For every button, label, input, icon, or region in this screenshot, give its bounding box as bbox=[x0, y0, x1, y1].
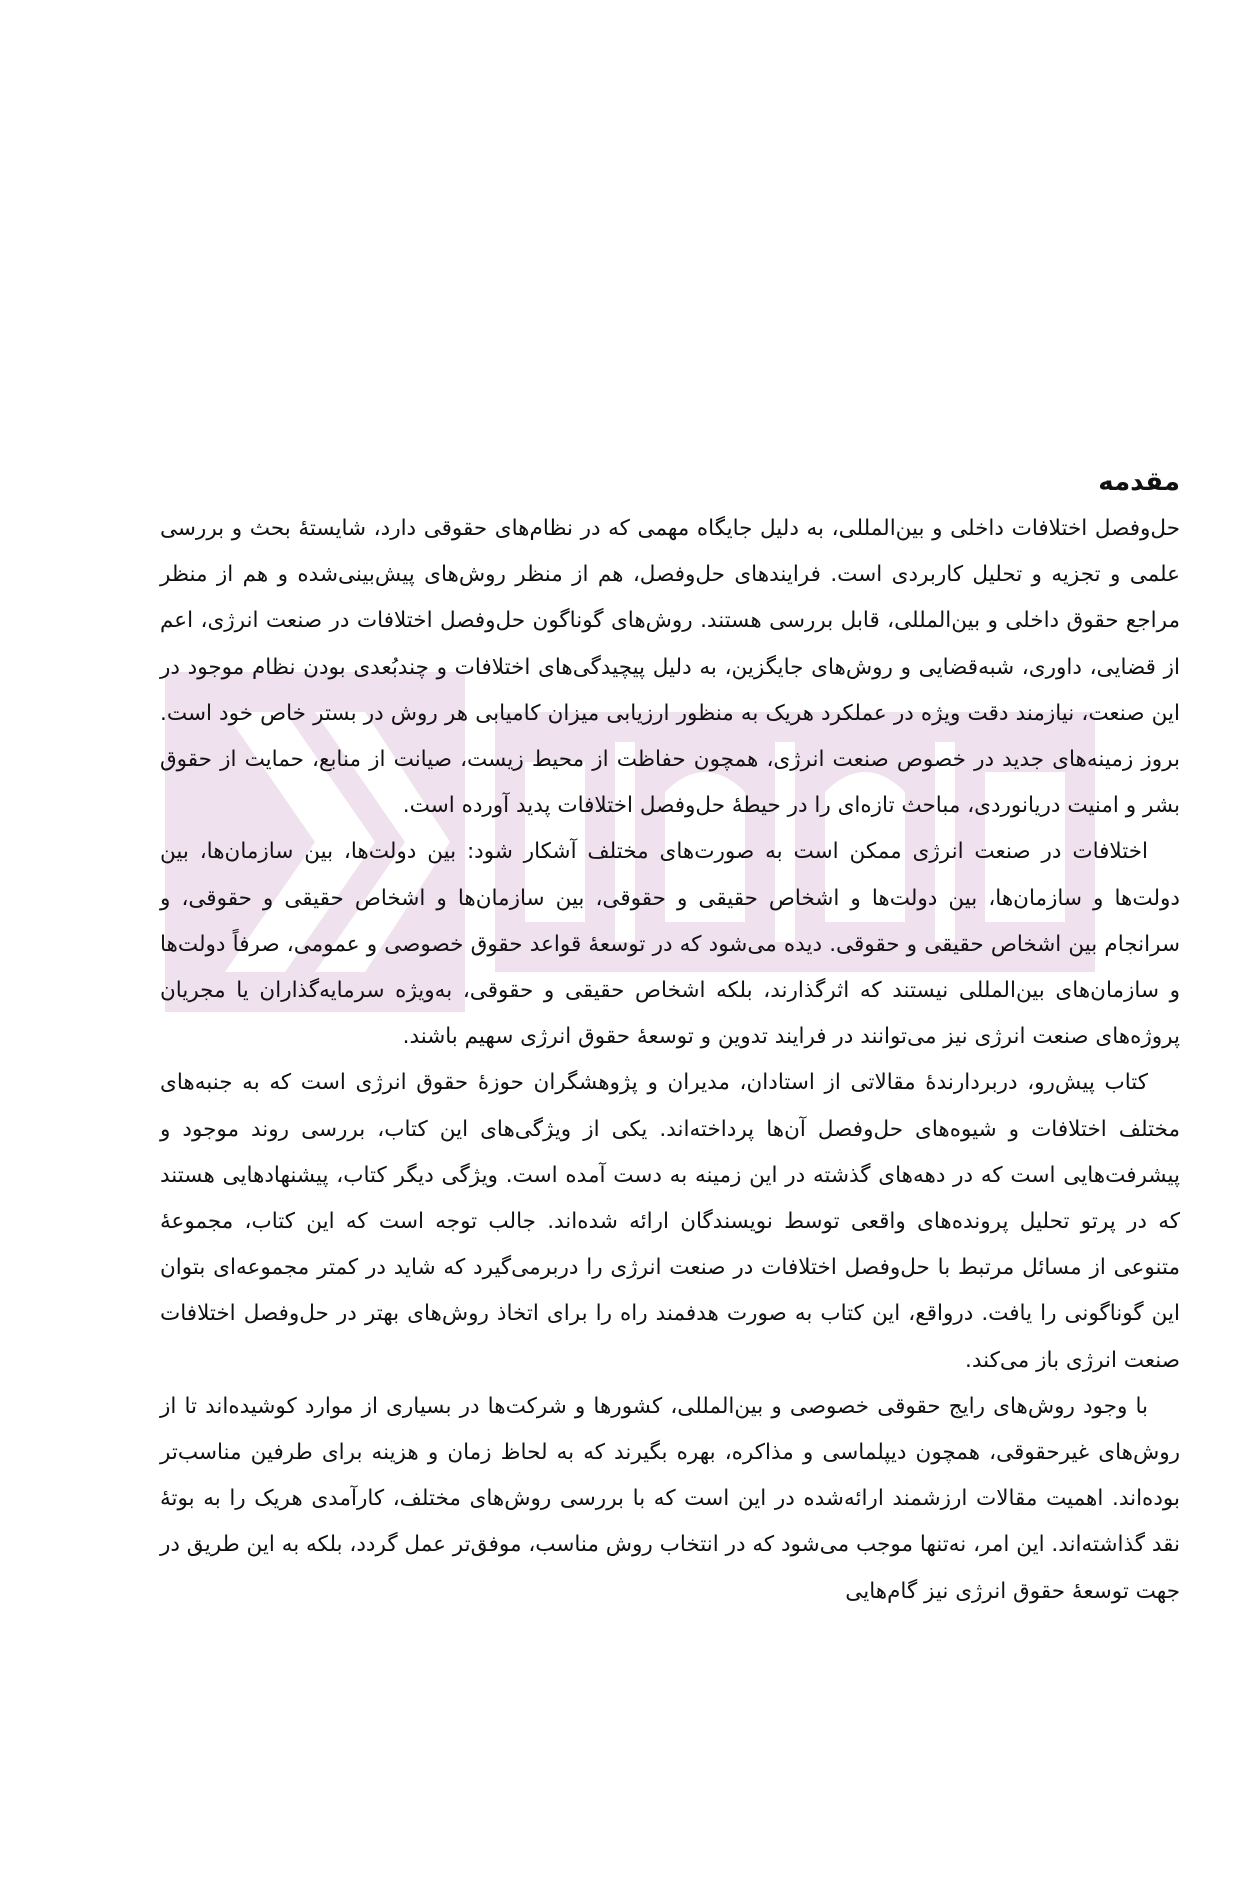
document-page bbox=[160, 462, 1180, 1615]
paragraph: اختلافات در صنعت انرژی ممکن است به صورت‌های مختلف آشکار شود: بین دولت‌ها، بین سازمان‌ها، بین دولت‌ها و سازمان‌ها، بین دولت‌ها و اشخاص حقیقی و حقوقی، بین سازمان‌ها و اشخاص حقیقی و حقوقی، و سرانجام بین اشخاص حقیقی و حقوقی. دیده می‌شود که در توسعهٔ قواعد حقوق خصوصی و عمومی، صرفاً دولت‌ها و سازمان‌های بین‌المللی نیستند که اثرگذارند، بلکه اشخاص حقیقی و حقوقی، به‌ویژه سرمایه‌گذاران یا مجریان پروژه‌های صنعت انرژی نیز می‌توانند در فرایند تدوین و توسعهٔ حقوق انرژی سهیم باشند. bbox=[160, 839, 1180, 1050]
paragraph: با وجود روش‌های رایج حقوقی خصوصی و بین‌المللی، کشورها و شرکت‌ها در بسیاری از موارد کوشیده‌اند تا از روش‌های غیرحقوقی، همچون دیپلماسی و مذاکره، بهره بگیرند که به لحاظ زمان و هزینه برای طرفین مناسب‌تر بوده‌اند. اهمیت مقالات ارزشمند ارائه‌شده در این است که با بررسی روش‌های مختلف، کارآمدی هریک را به بوتهٔ نقد گذاشته‌اند. این امر، نه‌تنها موجب می‌شود که در انتخاب روش مناسب، موفق‌تر عمل گردد، بلکه به این طریق در جهت توسعهٔ حقوق انرژی نیز گام‌هایی bbox=[160, 1393, 1180, 1604]
paragraph: حل‌وفصل اختلافات داخلی و بین‌المللی، به دلیل جایگاه مهمی که در نظام‌های حقوقی دارد، شایستهٔ بحث و بررسی علمی و تجزیه و تحلیل کاربردی است. فرایندهای حل‌وفصل، هم از منظر روش‌های پیش‌بینی‌شده و هم از منظر مراجع حقوق داخلی و بین‌المللی، قابل بررسی هستند. روش‌های گوناگون حل‌وفصل اختلافات در صنعت انرژی، اعم از قضایی، داوری، شبه‌قضایی و روش‌های جایگزین، به دلیل پیچیدگی‌های اختلافات و چندبُعدی بودن نظام موجود در این صنعت، نیازمند دقت ویژه در عملکرد هریک به منظور ارزیابی میزان کامیابی هر روش در بستر خاص خود است. بروز زمینه‌های جدید در خصوص صنعت انرژی، همچون حفاظت از محیط زیست، صیانت از منابع، حمایت از حقوق بشر و امنیت دریانوردی، مباحث تازه‌ای را در حیطهٔ حل‌وفصل اختلافات پدید آورده است. bbox=[160, 516, 1180, 819]
section-heading: مقدمه bbox=[1098, 467, 1180, 497]
paragraph: کتاب پیش‌رو، دربردارندهٔ مقالاتی از استادان، مدیران و پژوهشگران حوزهٔ حقوق انرژی است که به جنبه‌های مختلف اختلافات و شیوه‌های حل‌وفصل آن‌ها پرداخته‌اند. یکی از ویژگی‌های این کتاب، بررسی روند موجود و پیشرفت‌هایی است که در دهه‌های گذشته در این زمینه به دست آمده است. ویژگی دیگر کتاب، پیشنهادهایی هستند که در پرتو تحلیل پرونده‌های واقعی توسط نویسندگان ارائه شده‌اند. جالب توجه است که این کتاب، مجموعهٔ متنوعی از مسائل مرتبط با حل‌وفصل اختلافات در صنعت انرژی را دربرمی‌گیرد که شاید در کمتر مجموعه‌ای بتوان این گوناگونی را یافت. درواقع، این کتاب به صورت هدفمند راه را برای اتخاذ روش‌های بهتر در حل‌وفصل اختلافات صنعت انرژی باز می‌کند. bbox=[160, 1070, 1180, 1373]
